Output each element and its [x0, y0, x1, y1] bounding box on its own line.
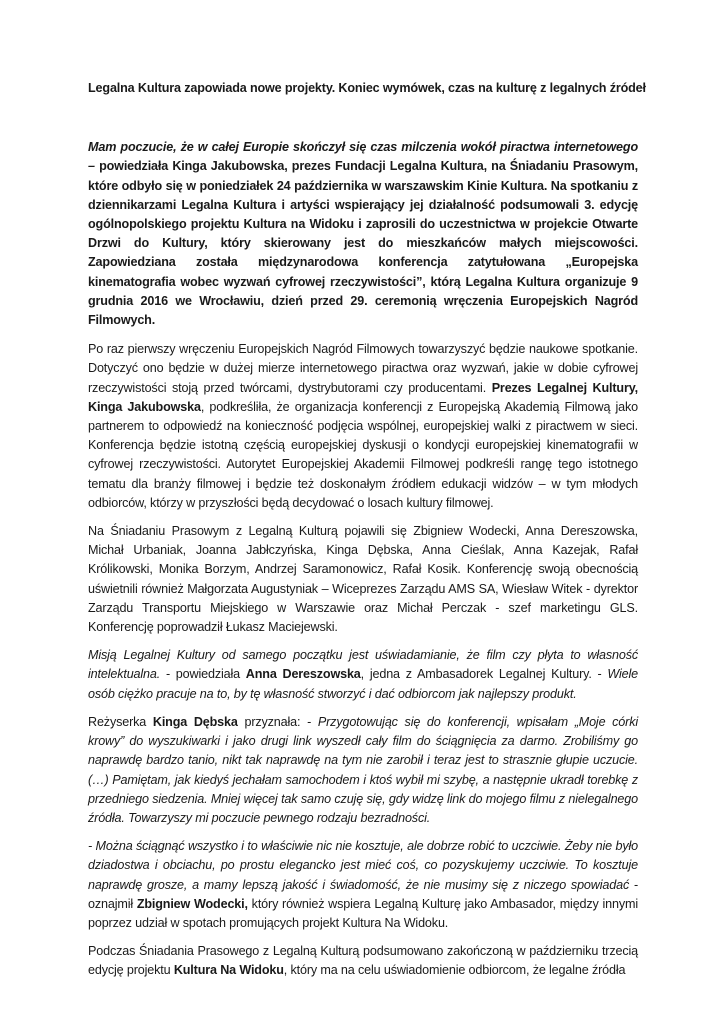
- p4-quote: Przygotowując się do konferencji, wpisałam „Moje córki krowy” do wyszukiwarki i jako drugi link wyszedł cały film do ściągnięcia za darmo. Zrobiliśmy go naprawdę bardzo tanio, nikt tak naprawdę na tym nie zarobił i teraz jest to strasznie głupie uczucie. (…) Pamiętam, jak kiedyś jechałam samochodem i ktoś wybił mi szybę, a następnie ukradł torebkę z przedniego siedzenia. Mniej więcej tak samo czuję się, gdy widzę link do mojego filmu z nielegalnego źródła. Towarzyszy mi poczucie pewnego rodzaju bezradności.: [88, 714, 638, 825]
- p6-text-1: Podczas Śniadania Prasowego z Legalną Kulturą podsumowano zakończoną w październiku trzecią edycję projektu: [88, 944, 638, 978]
- p6-name: Kultura Na Widoku: [173, 963, 284, 978]
- p3-text-2: , jedna z Ambasadorek Legalnej Kultury. -: [360, 667, 608, 682]
- body-paragraph-4: [88, 713, 638, 828]
- p5-quote: - Można ściągnąć wszystko i to właściwie nic nie kosztuje, ale dobrze robić to uczciwie. Żeby nie było dziadostwa i obciachu, po prostu elegancko jest mieć coś, co pozyskujemy uczciwie. To kosztuje naprawdę grosze, a mamy lepszą jakość i świadomość, że nie musimy się z niczego spowiadać: [88, 839, 638, 892]
- lead-text: powiedziała Kinga Jakubowska, prezes Fundacji Legalna Kultura, na Śniadaniu Prasowym, które odbyło się w poniedziałek 24 października w warszawskim Kinie Kultura. Na spotkaniu z dziennikarzami Legalna Kultura i artyści wspierający jej działalność podsumowali 3. edycję ogólnopolskiego projektu Kultura na Widoku i zaprosili do uczestnictwa w projekcie Otwarte Drzwi do Kultury, który skierowany jest do mieszkańców małych miejscowości. Zapowiedziana została międzynarodowa konferencja zatytułowana „Europejska kinematografia wobec wyzwań cyfrowej rzeczywistości”, którą Legalna Kultura organizuje 9 grudnia 2016 we Wrocławiu, dzień przed 29. ceremonią wręczenia Europejskich Nagród Filmowych.: [88, 159, 638, 328]
- body-paragraph-6: [88, 942, 638, 980]
- p5-text-1: - oznajmił: [88, 877, 638, 911]
- p3-name: Anna Dereszowska: [245, 667, 361, 682]
- p4-name: Kinga Dębska: [152, 714, 238, 729]
- p3-quote-2: Wiele osób ciężko pracuje na to, by tę własność stworzyć i dać odbiorcom jak najlepszy produkt.: [88, 667, 638, 701]
- p6-text-2: , który ma na celu uświadomienie odbiorcom, że legalne źródła: [283, 963, 626, 978]
- p3-quote-1: Misją Legalnej Kultury od samego początku jest uświadamianie, że film czy płyta to własność intelektualna.: [88, 648, 638, 682]
- p3-text-1: - powiedziała: [160, 667, 246, 682]
- p5-text-2: który również wspiera Legalną Kulturę jako Ambasador, między innymi poprzez udział w spotach promujących projekt Kultura Na Widoku.: [88, 896, 639, 930]
- document-title: Legalna Kultura zapowiada nowe projekty. Koniec wymówek, czas na kulturę z legalnych źródeł: [88, 81, 646, 95]
- body-paragraph-1: [88, 340, 638, 513]
- p1-text-a: Po raz pierwszy wręczeniu Europejskich Nagród Filmowych towarzyszyć będzie naukowe spotkanie. Dotyczyć ono będzie w dużej mierze internetowego piractwa oraz wyzwań, jakie w dobie cyfrowej rzeczywistości stoją przed twórcami, dystrybutorami czy producentami.: [88, 342, 638, 395]
- p5-name: Zbigniew Wodecki,: [136, 896, 248, 911]
- p1-bold: Prezes Legalnej Kultury, Kinga Jakubowska: [88, 380, 638, 414]
- body-paragraph-3: [88, 646, 638, 704]
- body-paragraph-5: [88, 837, 638, 933]
- p1-text-c: , podkreśliła, że organizacja konferencji z Europejską Akademią Filmową jako partnerem to odpowiedź na konieczność podjęcia wspólnej, europejskiej walki z piractwem w sieci. Konferencja będzie istotną częścią europejskiej dyskusji o kondycji europejskiej kinematografii w cyfrowej rzeczywistości. Autorytet Europejskiej Akademii Filmowej podkreśli rangę tego istotnego tematu dla branży filmowej i będzie też doskonałym źródłem edukacji widzów – w tym młodych odbiorców, którzy w przyszłości będą decydować o losach kultury filmowej.: [88, 399, 639, 510]
- p4-text-2: przyznała: -: [237, 714, 318, 729]
- p4-text-1: Reżyserka: [88, 714, 153, 729]
- lead-paragraph: [88, 138, 638, 330]
- body-paragraph-2: Na Śniadaniu Prasowym z Legalną Kulturą pojawili się Zbigniew Wodecki, Anna Dereszowska, Michał Urbaniak, Joanna Jabłczyńska, Kinga Dębska, Anna Cieślak, Anna Kazejak, Rafał Królikowski, Monika Borzym, Andrzej Saramonowicz, Rafał Kosik. Konferencję swoją obecnością uświetnili również Małgorzata Augustyniak – Wiceprezes Zarządu AMS SA, Wiesław Witek - dyrektor Zarządu Transportu Miejskiego w Warszawie oraz Michał Perczak - szef marketingu GLS. Konferencję poprowadził Łukasz Maciejewski.: [88, 524, 638, 635]
- lead-quote: Mam poczucie, że w całej Europie skończył się czas milczenia wokół piractwa internetowego –: [88, 140, 638, 174]
